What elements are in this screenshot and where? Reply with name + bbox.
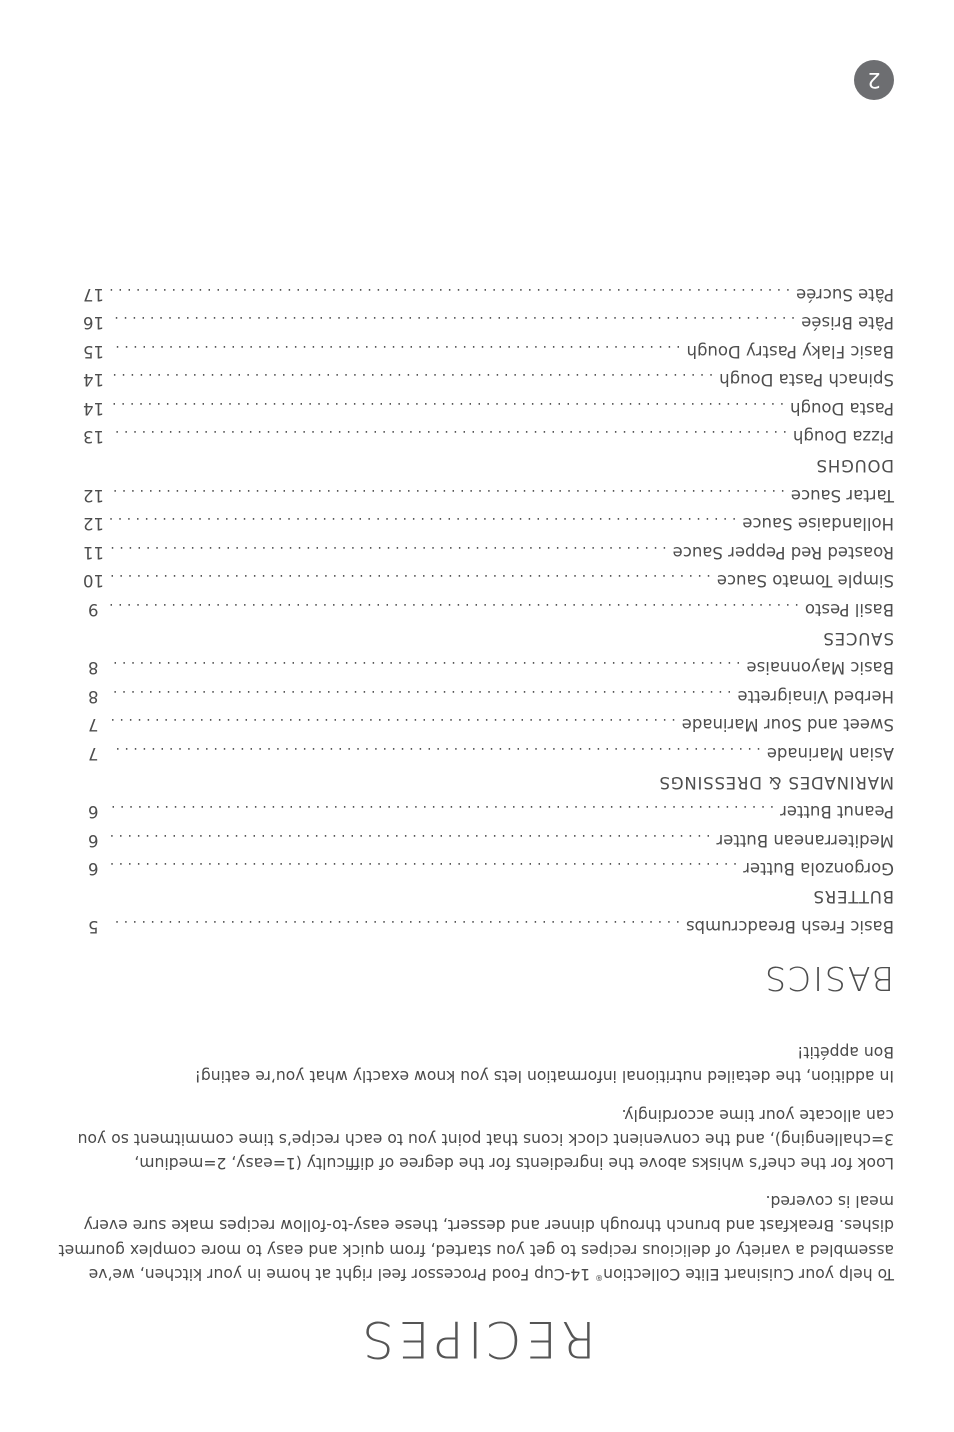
page-title: RECIPES xyxy=(358,1310,596,1368)
toc-entry[interactable] xyxy=(88,653,894,682)
toc-category-title: MARINADES & DRESSINGS xyxy=(658,773,894,792)
toc-entry[interactable] xyxy=(88,826,894,855)
table-of-contents xyxy=(83,280,894,941)
toc-entry[interactable] xyxy=(88,595,894,624)
toc-entry-page: 12 xyxy=(83,486,104,505)
toc-entry-name: Hollandaise Sauce xyxy=(742,514,894,534)
toc-entry[interactable] xyxy=(88,797,894,826)
toc-entry-page: 14 xyxy=(83,399,104,418)
dot-leader xyxy=(110,825,710,854)
dot-leader xyxy=(110,279,790,308)
toc-entry[interactable] xyxy=(83,308,894,337)
toc-entry[interactable] xyxy=(88,912,894,941)
toc-entry-page: 7 xyxy=(88,744,99,763)
toc-entry-name: Basil Pesto xyxy=(804,600,894,619)
toc-entry-page: 8 xyxy=(88,687,99,706)
dot-leader xyxy=(110,364,713,393)
toc-entry-name: Gorgonzola Butter xyxy=(743,859,894,879)
toc-entry-name: Basic Fresh Breadcrumbs xyxy=(685,917,894,936)
toc-entry-page: 16 xyxy=(83,313,104,333)
toc-entry-page: 17 xyxy=(83,285,104,304)
page-number-badge: 2 xyxy=(854,60,894,100)
dot-leader xyxy=(110,652,741,681)
dot-leader xyxy=(110,853,737,882)
toc-entry-page: 12 xyxy=(83,514,104,534)
toc-entry-page: 8 xyxy=(88,658,99,678)
toc-entry-name: Pâte Brisée xyxy=(801,313,894,333)
toc-entry-name: Tartar Sauce xyxy=(790,486,894,505)
toc-entry-name: Simple Tomato Sauce xyxy=(716,571,894,591)
toc-entry[interactable] xyxy=(83,394,894,423)
toc-entry-page: 15 xyxy=(83,342,104,361)
dot-leader xyxy=(110,307,795,336)
toc-entry-name: Herbed Vinaigrette xyxy=(737,687,894,706)
intro-paragraph: Bon appétit! xyxy=(797,1043,894,1062)
toc-entry-name: Mediterranean Butter xyxy=(716,831,894,850)
toc-entry-page: 10 xyxy=(83,571,104,591)
dot-leader xyxy=(110,738,761,767)
dot-leader xyxy=(110,480,785,509)
toc-category-title: DOUGHS xyxy=(815,456,894,476)
toc-entry[interactable] xyxy=(83,481,894,510)
toc-entry-name: Peanut Butter xyxy=(780,802,894,822)
dot-leader xyxy=(110,421,787,450)
dot-leader xyxy=(110,393,784,422)
toc-entry[interactable] xyxy=(83,365,894,394)
registered-mark: ® xyxy=(595,1273,604,1282)
toc-entry-page: 11 xyxy=(83,543,104,562)
toc-entry-name: Spinach Pasta Dough xyxy=(719,370,894,390)
toc-entry-page: 9 xyxy=(88,600,99,619)
dot-leader xyxy=(110,709,676,738)
dot-leader xyxy=(110,911,680,940)
toc-entry[interactable] xyxy=(88,739,894,768)
intro-paragraph xyxy=(54,1189,894,1289)
toc-entry-page: 13 xyxy=(83,427,104,447)
intro-paragraph: Look for the chef’s whisks above the ingredients for the degree of difficulty (1=easy, 2=medium, 3=challenging), and the convenient clock icons that point you to each recipe’s time commitment so you can allocate your time accordingly. xyxy=(77,1105,894,1172)
intro-paragraph: In addition, the detailed nutritional information lets you know exactly what you’re eating! xyxy=(194,1067,894,1086)
toc-entry-page: 6 xyxy=(88,831,99,850)
toc-category-title: BUTTERS xyxy=(812,887,894,907)
dot-leader xyxy=(110,336,681,365)
toc-entry[interactable] xyxy=(88,854,894,883)
toc-entry[interactable] xyxy=(83,538,894,567)
toc-entry-page: 6 xyxy=(88,802,99,822)
toc-entry[interactable] xyxy=(88,710,894,739)
dot-leader xyxy=(110,537,667,566)
toc-entry-name: Pâte Sucrée xyxy=(796,285,894,304)
toc-entry-page: 14 xyxy=(83,370,104,390)
toc-category-title: SAUCES xyxy=(822,629,894,648)
dot-leader xyxy=(110,508,736,537)
toc-entry[interactable] xyxy=(83,566,894,595)
dot-leader xyxy=(110,565,711,594)
toc-entry-name: Pasta Dough xyxy=(790,399,894,418)
toc-entry[interactable] xyxy=(83,280,894,309)
toc-entry-name: Pizza Dough xyxy=(792,427,894,447)
toc-entry[interactable] xyxy=(83,422,894,451)
toc-entry-page: 6 xyxy=(88,859,99,879)
intro-text xyxy=(54,1026,894,1289)
toc-entry-name: Asian Marinade xyxy=(766,744,894,763)
toc-entry-name: Sweet and Sour Marinade xyxy=(681,715,894,735)
section-title: BASICS xyxy=(763,959,894,998)
toc-entry[interactable] xyxy=(88,682,894,711)
intro-text-part: 14-Cup Food Processor feel right at home in your kitchen, we’ve assembled a variety of delicious recipes to get you started, from quick and easy to more complex gourmet dishes. Breakfast and brunch through dinner and dessert, these easy-to-follow recipes make sure every meal is covered. xyxy=(58,1192,894,1283)
toc-entry-name: Roasted Red Pepper Sauce xyxy=(672,543,894,562)
intro-text-part: To help your Cuisinart Elite Collection xyxy=(603,1264,894,1283)
dot-leader xyxy=(110,796,774,825)
toc-entry[interactable] xyxy=(83,509,894,538)
dot-leader xyxy=(110,594,799,623)
dot-leader xyxy=(110,681,732,710)
toc-entry-page: 5 xyxy=(88,917,99,936)
toc-entry[interactable] xyxy=(83,337,894,366)
toc-entry-name: Basic Flaky Pastry Dough xyxy=(686,342,894,361)
toc-entry-page: 7 xyxy=(88,715,99,735)
toc-entry-name: Basic Mayonnaise xyxy=(746,658,894,678)
